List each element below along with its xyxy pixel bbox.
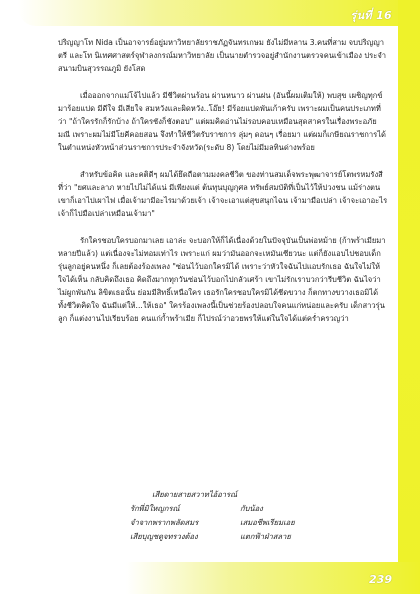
article-text bbox=[58, 36, 388, 339]
poem-line-left: รักพี่มิใหญกรณ์ bbox=[130, 504, 180, 513]
paragraph-life: เมื่อออกจากแม่โจ้ไปแล้ว มีชีวิตผ่านร้อน ผ่านหนาว ผ่านฝน (อันนี้ผมเติมให้) พบสุข เผชิญทุกข์ มาร้อยแปด มีดีใจ มีเสียใจ สมหวังและผิดหวัง..โอ๊ย! มีร้อยแปดพันเก้าครับ เพราะผมเป็นคนประเภทที่ว่า "ถ้าใครรักก็รักบ้าง ถ้าใครชังก็ชังตอบ" แต่ผมคิดอ่านไม่รอบคอบเหมือนสุดสาครในเรื่องพระอภัยมณี เพราะผมไม่มีโยคีคอยสอน จึงทำให้ชีวิตรับราชการ ลุ่มๆ ดอนๆ เรื่อยมา แต่ผมก็เกษียณราชการได้ในตำแหน่งหัวหน้าส่วนราชการประจำจังหวัด(ระดับ 8) โดยไม่มีมลทินด่างพร้อย bbox=[58, 91, 386, 152]
poem-title: เสียดายสายสวาทไอ้อารณ์ bbox=[152, 490, 238, 499]
paragraph-love: รักใครชอบใครบอกมาเลย เอาล่ะ จะบอกให้ก็ได้เนื่องด้วยในปัจจุบันเป็นพ่อหม้าย (ก้าพร้าเมียมาหลายปีแล้ว) แต่เนื่องจะไม่ทอมเท่าไร เพราะแก่ ผมว่ามันออกจะเหมันเซียวนะ แต่ก็ยังแอบไปชอบเด็กรุ่นลูกอยู่คนหนึ่ง ก็เลยต้องร้องเพลง "ซ่อนไว้บอกใครมิได้ เพราะว่าหัวใจฉันไปแอบรักเธอ ฉันใจไม่ให้ใจได้เห็น กลับคิดถึงเธอ คิดถึงมากทุกวันซ่อนไว้บอกไปกลัวเศร้า เขาไม่รักเราบวกว่ารีบชีวิต ฉันไจว่าไม่ผูกพันกัน ลิขิตเธอนั้น ย่อมมีสิทธิ์เหนือใคร เธอรักใครชอบใครมิได้ชีดขวาง ก็ตกทางขวางเธอมิได้ ทั้งชีวิตคิดใจ ฉันมีแต่ให้...ให้เธอ" ใครร้องเพลงนี้เป็นช่วยร้องปลอบใจคนแก่หน่อยและครับ เด็กสาวรุ่นลูก ก็แต่งงานไปเรียบร้อย คนแก่ก้ำพร้าเมีย ก็ไปรณ์ว่าอวยพรให้แต่ในใจได้แต่คร่ำครวญว่า bbox=[58, 236, 386, 323]
poem-line-right: กับน้อง bbox=[240, 504, 263, 513]
bottom-decorative-band bbox=[0, 562, 420, 594]
poem-line-right: แตกฟ้าฝ่าสลาย bbox=[240, 532, 291, 541]
poem-line-left: จำจากพรากพลัดสมร bbox=[130, 518, 199, 527]
poem-line bbox=[130, 502, 360, 516]
paragraph-intro: ปริญญาโท Nida เป็นอาจารย์อยู่มหาวิทยาลัยราชภัฏจันทรเกษม ยังไม่มีหลาน 3.คนที่สาม จบปริญญาตรี และโท นิเทศศาสตร์จุฬาลงกรณ์มหาวิทยาลัย เป็นนายตำรวจอยู่สำนักงานตรวจคนเข้าเมือง ประจำสนามบินสุวรรณภูมิ ยังโสด bbox=[58, 38, 387, 73]
poem-line-left: เสียบุญชดูจทรวงต้อง bbox=[130, 532, 198, 541]
poem-line-right: เสมอชีพเรียมเอย bbox=[240, 518, 295, 527]
poem-line bbox=[130, 530, 360, 544]
poem-line bbox=[130, 516, 360, 530]
generation-label: รุ่นที่ 16 bbox=[350, 9, 392, 22]
page-number: 239 bbox=[369, 573, 392, 586]
paragraph-motto: สำหรับข้อคิด และคติดีๆ ผมได้ยึดถือตามมงคลชีวิต ของท่านสมเด็จพระพุฒาจารย์โตพรหมรังสี ที่ว่า "ยศและลาภ หายไปไม่ได้แน่ มีเพียงแต่ ต้นทุนบุญกุศล ทรัพย์สมบัติที่เป็นไว้ให้ปวงชน แม้ร่างตน เขาก็เอาไปเผาไฟ เมื่อเจ้ามามีอะไรมาด้วยเจ้า เจ้าจะเอาแต่สุขสนุกไฉน เจ้ามามือเปล่า เจ้าจะเอาอะไร เจ้าก็ไปมือเปล่าเหมือนเจ้ามา" bbox=[58, 170, 388, 218]
right-decorative-band bbox=[398, 0, 420, 594]
closing-poem bbox=[130, 488, 360, 544]
